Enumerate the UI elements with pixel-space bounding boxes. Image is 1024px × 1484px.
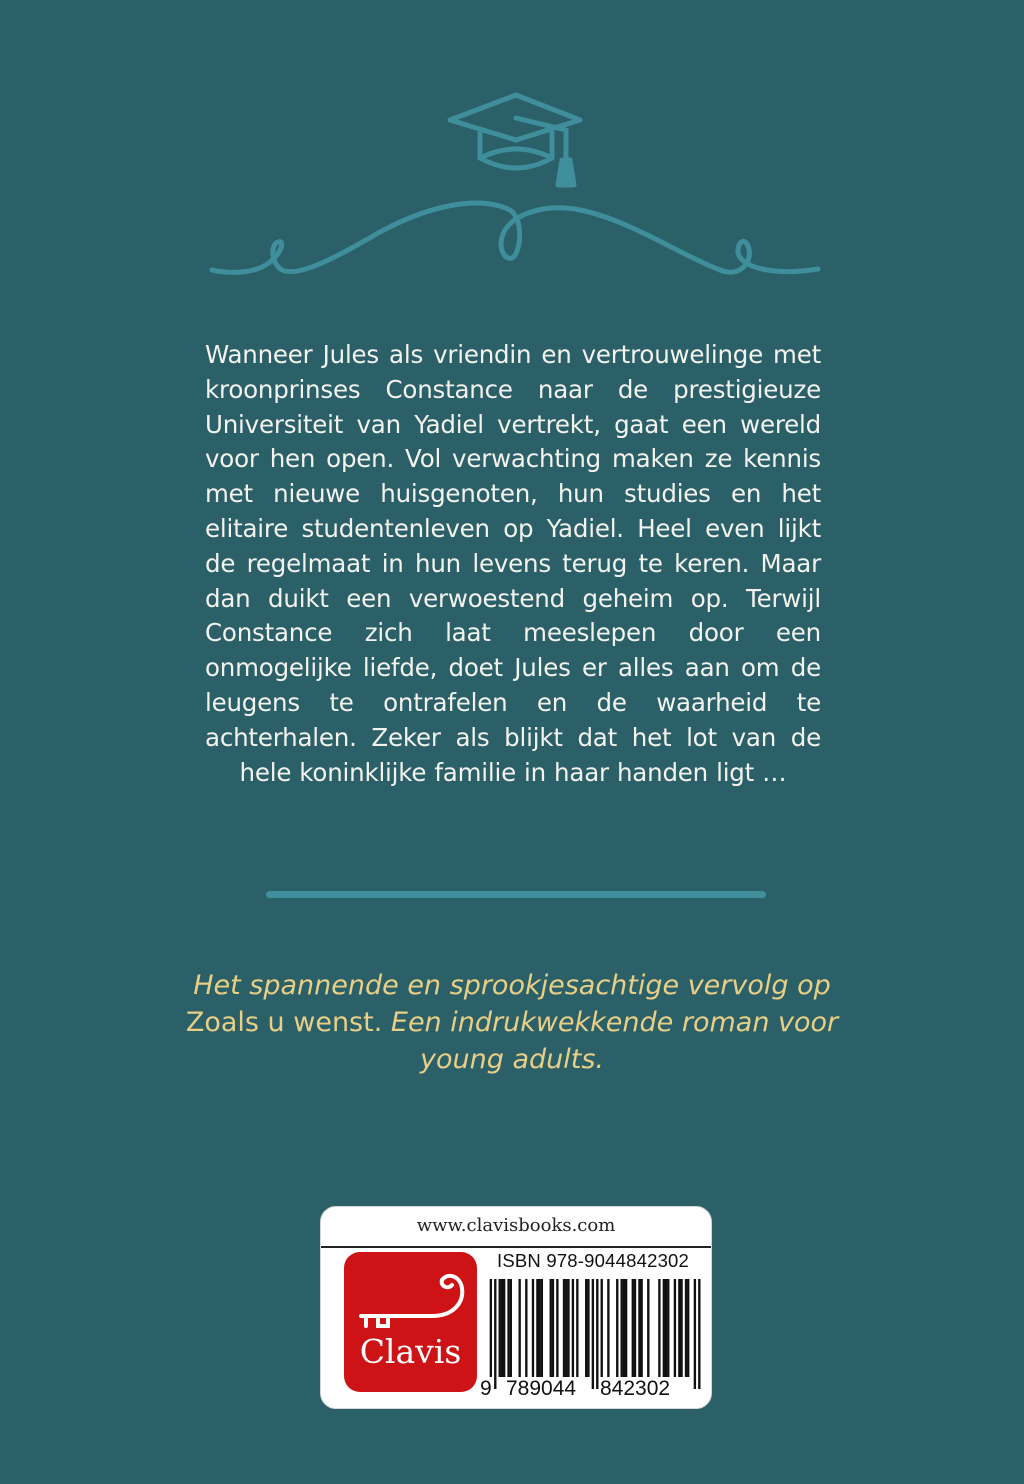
barcode xyxy=(483,1279,707,1389)
barcode-bar xyxy=(572,1279,574,1377)
barcode-bar xyxy=(638,1279,640,1377)
barcode-bar xyxy=(698,1279,700,1389)
barcode-bar xyxy=(632,1279,634,1377)
barcode-bar xyxy=(501,1279,503,1377)
barcode-bar xyxy=(680,1279,682,1377)
url-rule xyxy=(321,1246,711,1248)
barcode-bar xyxy=(541,1279,543,1377)
barcode-left-digits: 789044 xyxy=(506,1377,577,1400)
barcode-bar xyxy=(685,1279,687,1377)
barcode-bar xyxy=(565,1279,567,1377)
barcode-bar xyxy=(596,1279,598,1389)
barcode-bar xyxy=(601,1279,603,1377)
barcode-bar xyxy=(538,1279,540,1377)
tagline-book-title: Zoals u wenst. xyxy=(185,1007,383,1038)
barcode-bar xyxy=(525,1279,527,1377)
decorative-flourish-icon xyxy=(212,203,818,272)
tagline-part2: Een indrukwekkende roman voor young adults. xyxy=(382,1007,839,1075)
cap-ornament xyxy=(0,0,1024,320)
barcode-bar xyxy=(490,1279,492,1389)
graduation-cap-icon xyxy=(450,95,580,185)
barcode-bar xyxy=(674,1279,676,1377)
barcode-bar xyxy=(616,1279,618,1377)
barcode-bar xyxy=(494,1279,496,1389)
barcode-bar xyxy=(503,1279,505,1377)
barcode-bar xyxy=(678,1279,680,1377)
barcode-bar xyxy=(607,1279,609,1377)
barcode-bar xyxy=(663,1279,665,1377)
barcode-bar xyxy=(623,1279,625,1377)
barcode-bar xyxy=(592,1279,594,1389)
divider-line xyxy=(266,891,766,898)
barcode-bar xyxy=(665,1279,667,1377)
barcode-bar xyxy=(552,1279,554,1377)
barcode-bar xyxy=(567,1279,569,1377)
barcode-bar xyxy=(634,1279,636,1377)
barcode-bar xyxy=(518,1279,520,1377)
tagline-part1: Het spannende en sprookjesachtige vervolg op xyxy=(193,970,831,1001)
barcode-bar xyxy=(658,1279,660,1377)
barcode-bar xyxy=(625,1279,627,1377)
barcode-bar xyxy=(621,1279,623,1377)
publisher-url: www.clavisbooks.com xyxy=(416,1215,616,1236)
barcode-bar xyxy=(585,1279,587,1377)
barcode-bar xyxy=(640,1279,642,1377)
barcode-bar xyxy=(499,1279,501,1377)
barcode-sticker xyxy=(320,1206,712,1409)
publisher-name: Clavis xyxy=(359,1332,462,1371)
barcode-first-digit: 9 xyxy=(480,1377,492,1400)
barcode-right-digits: 842302 xyxy=(600,1377,671,1400)
barcode-bar xyxy=(587,1279,589,1377)
barcode-bar xyxy=(687,1279,689,1377)
blurb-text: Wanneer Jules als vriendin en vertrouwelinge met kroonprinses Constance naar de prestigieuze Universiteit van Yadiel vertrekt, gaat een wereld voor hen open. Vol verwachting maken ze kennis met nieuwe huisgenoten, hun studies en het elitaire studentenleven op Yadiel. Heel even lijkt de regelmaat in hun levens terug te keren. Maar dan duikt een verwoestend geheim op. Terwijl Constance zich laat meeslepen door een onmogelijke liefde, doet Jules er alles aan om de leugens te ontrafelen en de waarheid te achterhalen. Zeker als blijkt dat het lot van de hele koninklijke familie in haar handen ligt … xyxy=(205,340,821,787)
barcode-bar xyxy=(550,1279,552,1377)
barcode-bar xyxy=(507,1279,509,1377)
barcode-bar xyxy=(510,1279,512,1377)
barcode-bar xyxy=(576,1279,578,1377)
barcode-bar xyxy=(667,1279,669,1377)
barcode-bar xyxy=(647,1279,649,1377)
barcode-bar xyxy=(556,1279,558,1377)
barcode-bar xyxy=(563,1279,565,1377)
barcode-bar xyxy=(694,1279,696,1389)
barcode-bar xyxy=(536,1279,538,1377)
isbn-label: ISBN 978-9044842302 xyxy=(497,1250,690,1271)
barcode-bar xyxy=(532,1279,534,1377)
tagline xyxy=(160,967,864,1078)
publisher-logo xyxy=(344,1252,477,1392)
